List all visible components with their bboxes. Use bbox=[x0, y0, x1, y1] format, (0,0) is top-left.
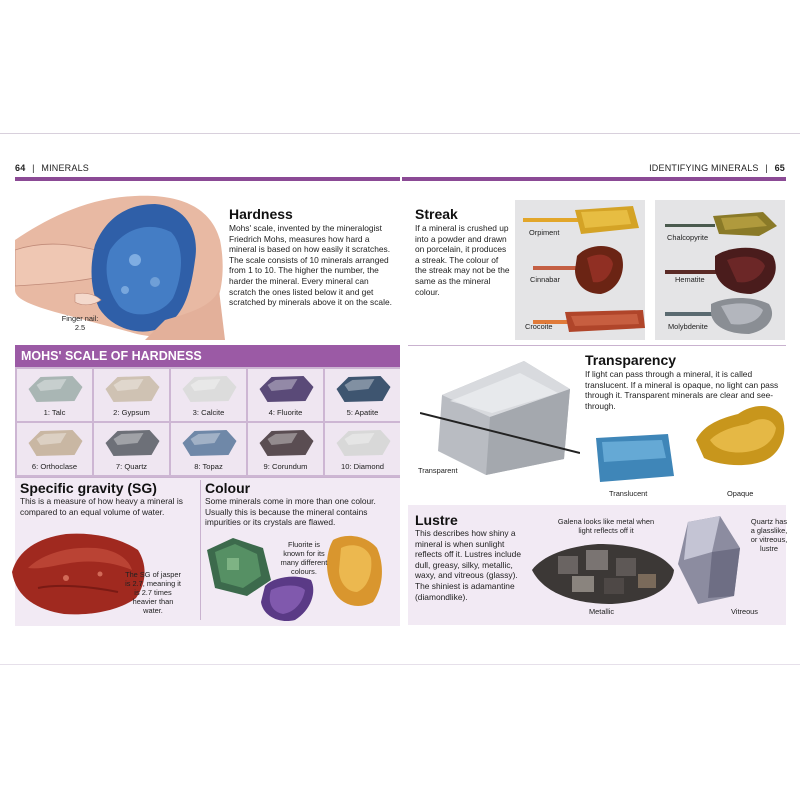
streak-label-cinnabar: Cinnabar bbox=[530, 275, 560, 284]
mohs-mineral-label: 8: Topaz bbox=[194, 462, 223, 471]
jasper-caption: The SG of jasper is 2.7, meaning it is 2.7 times heavier than water. bbox=[125, 570, 181, 615]
transparent-label: Transparent bbox=[418, 466, 458, 475]
galena-photo bbox=[528, 530, 678, 608]
mohs-mineral-photo bbox=[17, 425, 92, 461]
quartz-photo bbox=[674, 512, 754, 608]
quartz-caption: Quartz has a glasslike, or vitreous, lustre bbox=[750, 517, 788, 553]
mohs-mineral-photo bbox=[248, 371, 323, 407]
lustre-body: This describes how shiny a mineral is when sunlight reflects off it. Lustres include dull, greasy, silky, metallic, waxy, and vitreous (glassy). The shiniest is adamantine (diamondlike). bbox=[415, 528, 521, 602]
page-bottom-edge bbox=[0, 664, 800, 665]
sg-colour-divider bbox=[200, 480, 201, 620]
sg-title: Specific gravity (SG) bbox=[20, 480, 157, 496]
streak-body: If a mineral is crushed up into a powder and drawn on porcelain, it produces a streak. The colour of the streak may not be the same as the mineral colour. bbox=[415, 223, 510, 297]
left-section-title: MINERALS bbox=[41, 163, 89, 173]
left-lower-rule bbox=[15, 477, 400, 478]
mohs-scale-heading: MOHS' SCALE OF HARDNESS bbox=[15, 345, 400, 367]
mohs-mineral-label: 9: Corundum bbox=[263, 462, 308, 471]
mohs-cell bbox=[171, 423, 246, 475]
mohs-mineral-photo bbox=[94, 425, 169, 461]
mohs-mineral-photo bbox=[17, 371, 92, 407]
right-folio bbox=[649, 163, 785, 173]
lustre-title: Lustre bbox=[415, 512, 458, 528]
colour-title: Colour bbox=[205, 480, 251, 496]
left-folio bbox=[15, 163, 89, 173]
vitreous-label: Vitreous bbox=[731, 607, 758, 616]
colour-body: Some minerals come in more than one colour. Usually this is because the mineral contains impurities or its crystals are flawed. bbox=[205, 496, 376, 528]
translucent-label: Translucent bbox=[609, 489, 648, 498]
right-section-title: IDENTIFYING MINERALS bbox=[649, 163, 759, 173]
opaque-label: Opaque bbox=[727, 489, 754, 498]
streak-label-chalcopyrite: Chalcopyrite bbox=[667, 233, 709, 242]
left-header-rule bbox=[15, 177, 400, 181]
mohs-mineral-label: 7: Quartz bbox=[115, 462, 148, 471]
mohs-mineral-label: 3: Calcite bbox=[192, 408, 225, 417]
mohs-cell bbox=[17, 423, 92, 475]
mohs-mineral-label: 1: Talc bbox=[43, 408, 66, 417]
streak-label-hematite: Hematite bbox=[675, 275, 705, 284]
mohs-mineral-photo bbox=[171, 425, 246, 461]
finger-nail-label: Finger nail: 2.5 bbox=[61, 314, 99, 332]
streak-samples bbox=[515, 200, 785, 340]
translucent-crystal-photo bbox=[590, 428, 680, 488]
streak-label-crocoite: Crocoite bbox=[525, 322, 553, 331]
mohs-mineral-photo bbox=[248, 425, 323, 461]
mohs-mineral-label: 6: Orthoclase bbox=[31, 462, 78, 471]
mohs-cell bbox=[248, 369, 323, 421]
mohs-cell bbox=[94, 423, 169, 475]
mohs-mineral-photo bbox=[325, 425, 400, 461]
mohs-cell bbox=[171, 369, 246, 421]
mohs-mineral-label: 5: Apatite bbox=[346, 408, 379, 417]
galena-caption: Galena looks like metal when light reflects off it bbox=[557, 517, 655, 535]
right-header-rule bbox=[402, 177, 786, 181]
hardness-title: Hardness bbox=[229, 206, 293, 222]
streak-label-molybdenite: Molybdenite bbox=[668, 322, 708, 331]
sg-body: This is a measure of how heavy a mineral is compared to an equal volume of water. bbox=[20, 496, 183, 517]
mohs-mineral-photo bbox=[171, 371, 246, 407]
mohs-mineral-label: 10: Diamond bbox=[340, 462, 385, 471]
transparency-title: Transparency bbox=[585, 352, 677, 368]
left-page-number: 64 bbox=[15, 163, 26, 173]
opaque-gold-photo bbox=[692, 400, 787, 468]
mohs-cell bbox=[325, 423, 400, 475]
mohs-mineral-label: 2: Gypsum bbox=[113, 408, 150, 417]
mohs-cell bbox=[248, 423, 323, 475]
hand-with-mineral-photo bbox=[15, 190, 225, 340]
mohs-cell bbox=[94, 369, 169, 421]
mohs-mineral-label: 4: Fluorite bbox=[268, 408, 303, 417]
left-folio-separator: | bbox=[32, 163, 35, 173]
metallic-label: Metallic bbox=[589, 607, 615, 616]
right-folio-separator: | bbox=[765, 163, 768, 173]
right-upper-rule bbox=[408, 345, 786, 346]
right-page-number: 65 bbox=[774, 163, 785, 173]
fluorite-caption: Fluorite is known for its many different colours. bbox=[280, 540, 328, 576]
mohs-mineral-photo bbox=[325, 371, 400, 407]
streak-label-orpiment: Orpiment bbox=[529, 228, 560, 237]
mohs-mineral-photo bbox=[94, 371, 169, 407]
page-top-edge bbox=[0, 133, 800, 134]
hardness-body: Mohs' scale, invented by the mineralogist Friedrich Mohs, measures how hard a mineral is based on how easily it scratches. The scale consists of 10 minerals arranged from 1 to 10. The higher the number, the harder the mineral. Every mineral can scratch the ones listed below it and get scratched by minerals above it on the scale. bbox=[229, 223, 392, 308]
mohs-cell bbox=[325, 369, 400, 421]
mohs-cell bbox=[17, 369, 92, 421]
transparent-crystal-photo bbox=[420, 355, 580, 480]
transparency-body: If light can pass through a mineral, it is called translucent. If a mineral is opaque, no light can pass through it. Transparent minerals are clear and see-through. bbox=[585, 369, 779, 411]
streak-title: Streak bbox=[415, 206, 458, 222]
